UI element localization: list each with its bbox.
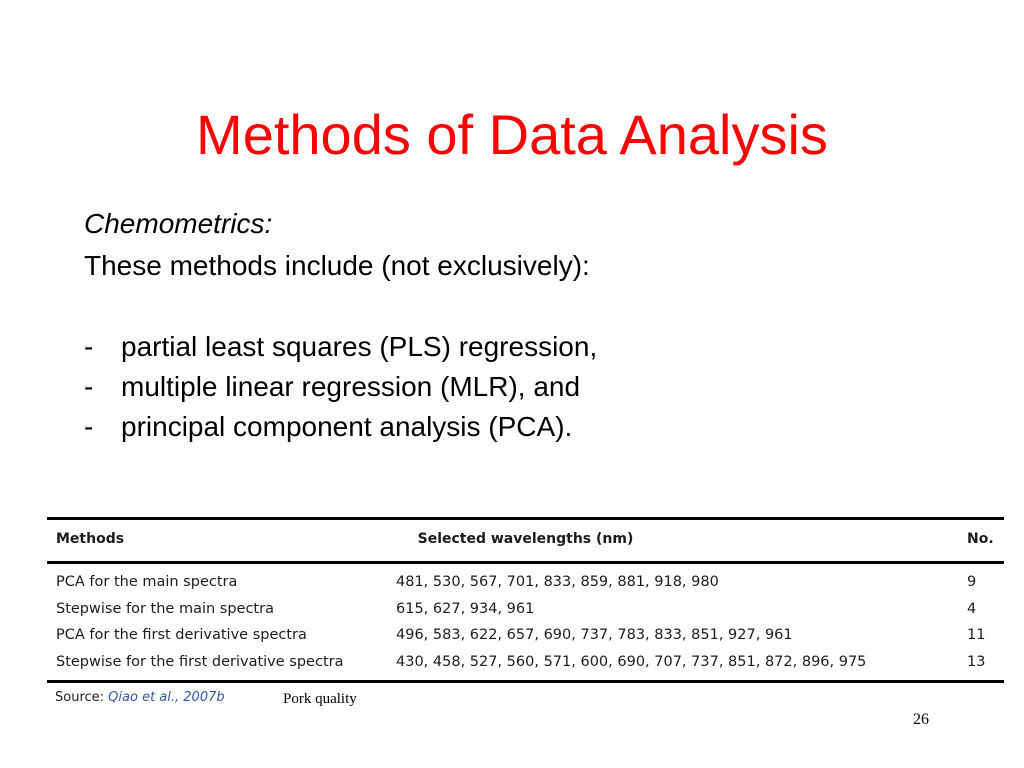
intro-text: These methods include (not exclusively): — [84, 250, 590, 281]
list-item — [84, 367, 597, 407]
table-row — [47, 597, 1004, 624]
cell-wavelengths: 430, 458, 527, 560, 571, 600, 690, 707, 737, 851, 872, 896, 975 — [396, 653, 867, 670]
bullet-text: partial least squares (PLS) regression, — [121, 331, 598, 362]
cell-method: PCA for the first derivative spectra — [56, 627, 307, 643]
bullet-text: principal component analysis (PCA). — [121, 411, 573, 442]
list-item — [84, 407, 597, 447]
source-citation: Qiao et al., 2007b — [108, 690, 225, 705]
page-number: 26 — [913, 711, 929, 728]
cell-method: PCA for the main spectra — [56, 574, 238, 590]
header-methods: Methods — [56, 531, 125, 547]
table-header-row — [47, 520, 1004, 561]
wavelength-table — [47, 517, 1004, 683]
table-row — [47, 623, 1004, 650]
slide-title: Methods of Data Analysis — [196, 103, 828, 166]
cell-wavelengths: 481, 530, 567, 701, 833, 859, 881, 918, 980 — [396, 574, 719, 590]
cell-count: 4 — [967, 600, 977, 617]
slide-body — [84, 203, 598, 442]
bullet-text: multiple linear regression (MLR), and — [121, 371, 581, 402]
cell-method: Stepwise for the first derivative spectra — [56, 653, 344, 670]
header-count: No. — [967, 531, 994, 547]
bullet-marker: - — [84, 371, 94, 402]
table-body — [47, 564, 1004, 680]
bullet-marker: - — [84, 331, 94, 362]
method-list — [84, 327, 597, 447]
source-label: Source: — [55, 690, 105, 705]
table-row — [47, 650, 1004, 677]
cell-wavelengths: 496, 583, 622, 657, 690, 737, 783, 833, 851, 927, 961 — [396, 627, 793, 643]
cell-method: Stepwise for the main spectra — [56, 600, 274, 617]
cell-wavelengths: 615, 627, 934, 961 — [396, 600, 535, 617]
table-bottom-rule — [47, 680, 1004, 683]
bullet-marker: - — [84, 411, 94, 442]
cell-count: 13 — [967, 653, 986, 670]
table-source — [55, 690, 225, 705]
slide-caption: Pork quality — [283, 691, 357, 707]
table-row — [47, 570, 1004, 597]
list-item — [84, 327, 597, 367]
cell-count: 11 — [967, 627, 986, 643]
cell-count: 9 — [967, 574, 977, 590]
header-wavelengths: Selected wavelengths (nm) — [417, 531, 634, 547]
subtitle: Chemometrics: — [84, 208, 273, 239]
